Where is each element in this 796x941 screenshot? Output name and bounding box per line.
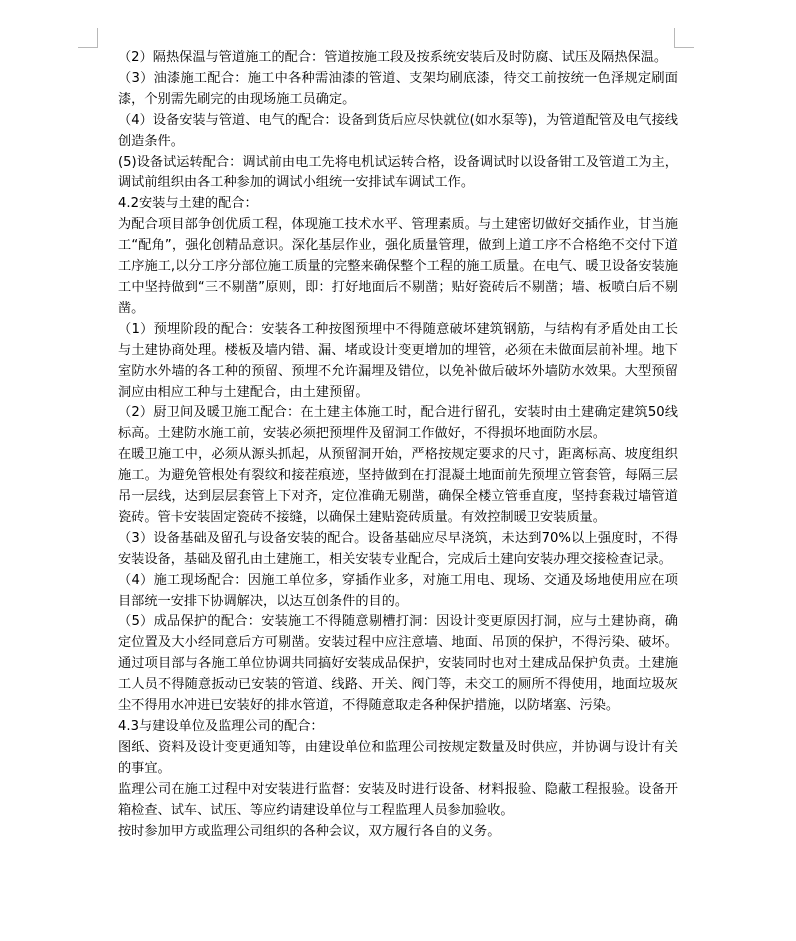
document-body [118, 48, 678, 842]
paragraph-insulation-coordination: （2）隔热保温与管道施工的配合：管道按施工段及按系统安装后及时防腐、试压及隔热保温。 [118, 50, 668, 65]
paragraph-meetings: 按时参加甲方或监理公司组织的各种会议，双方履行各自的义务。 [118, 823, 501, 839]
paragraph-supervision: 监理公司在施工过程中对安装进行监督：安装及时进行设备、材料报验、隐蔽工程报验。设备开箱检查、试车、试压、等应约请建设单位与工程监理人员参加验收。 [118, 781, 678, 818]
paragraph-civil-intro: 为配合项目部争创优质工程，体现施工技术水平、管理素质。与土建密切做好交插作业，甘当施工“配角”，强化创精品意识。深化基层作业，强化质量管理，做到上道工序不合格绝不交付下道工序施工,以分工序分部位施工质量的完整来确保整个工程的施工质量。在电气、暖卫设备安装施工中坚持做到“三不剔凿”原则，即：打好地面后不剔凿；贴好瓷砖后不剔凿；墙、板喷白后不剔凿。 [118, 217, 678, 316]
paragraph-trial-run-coordination: (5)设备试运转配合：调试前由电工先将电机试运转合格，设备调试时以设备钳工及管道工为主，调试前组织由各工种参加的调试小组统一安排试车调试工作。 [118, 154, 678, 191]
section-heading-4-3: 4.3与建设单位及监理公司的配合： [118, 719, 324, 734]
paragraph-painting-coordination: （3）油漆施工配合：施工中各种需油漆的管道、支架均刷底漆，待交工前按统一色泽规定刷面漆，个别需先刷完的由现场施工员确定。 [118, 70, 678, 107]
paragraph-equipment-foundation: （3）设备基础及留孔与设备安装的配合。设备基础应尽早浇筑，未达到70%以上强度时，不得安装设备，基础及留孔由土建施工，相关安装专业配合，完成后土建向安装办理交接检查记录。 [118, 530, 678, 567]
section-heading-4-2: 4.2安装与土建的配合： [118, 196, 258, 212]
paragraph-plumbing-construction: 在暖卫施工中，必须从源头抓起，从预留洞开始，严格按规定要求的尺寸，距离标高、坡度组织施工。为避免管根处有裂纹和接茬痕迹，坚持做到在打混凝土地面前先预埋立管套管，每隔三层吊一层线，达到层层套管上下对齐，定位准确无剔凿，确保全楼立管垂直度，坚持套栽过墙管道瓷砖。管卡安装固定瓷砖不接缝，以确保土建贴瓷砖质量。有效控制暖卫安装质量。 [118, 447, 678, 525]
crop-mark-right-vertical [674, 28, 675, 48]
paragraph-site-coordination: （4）施工现场配合：因施工单位多，穿插作业多，对施工用电、现场、交通及场地使用应在项目部统一安排下协调解决，以达互创条件的目的。 [118, 572, 678, 609]
paragraph-kitchen-bath: （2）厨卫间及暖卫施工配合：在土建主体施工时，配合进行留孔，安装时由土建确定建筑50线标高。土建防水施工前，安装必须把预埋件及留洞工作做好，不得损坏地面防水层。 [118, 405, 678, 442]
crop-mark-left-vertical [97, 28, 98, 48]
paragraph-product-protection: （5）成品保护的配合：安装施工不得随意剔槽打洞：因设计变更原因打洞，应与土建协商，确定位置及大小经同意后方可剔凿。安装过程中应注意墙、地面、吊顶的保护，不得污染、破坏。通过项目部与各施工单位协调共同搞好安装成品保护，安装同时也对土建成品保护负责。土建施工人员不得随意扳动已安装的管道、线路、开关、阀门等，未交工的厕所不得使用，地面垃圾灰尘不得用水冲进已安装好的排水管道，不得随意取走各种保护措施，以防堵塞、污染。 [118, 614, 678, 714]
paragraph-drawings-supply: 图纸、资料及设计变更通知等，由建设单位和监理公司按规定数量及时供应，并协调与设计有关的事宜。 [118, 739, 678, 776]
paragraph-equipment-piping-coordination: （4）设备安装与管道、电气的配合：设备到货后应尽快就位(如水泵等)，为管道配管及电气接线创造条件。 [118, 112, 678, 149]
paragraph-embedding-stage: （1）预埋阶段的配合：安装各工种按图预埋中不得随意破坏建筑钢筋，与结构有矛盾处由工长与土建协商处理。楼板及墙内错、漏、堵或设计变更增加的埋管，必须在未做面层前补埋。地下室防水外墙的各工种的预留、预埋不允许漏埋及错位，以免补做后破坏外墙防水效果。大型预留洞应由相应工种与土建配合，由土建预留。 [118, 321, 678, 400]
crop-mark-left-horizontal [78, 47, 98, 48]
